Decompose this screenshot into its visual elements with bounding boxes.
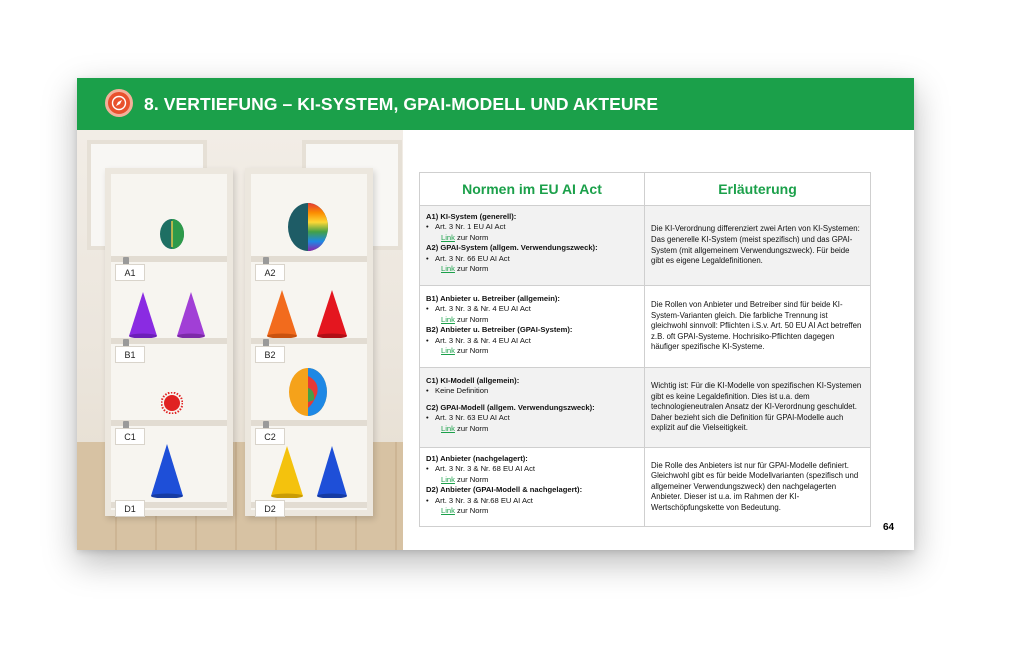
explanation-cell: Die Rollen von Anbieter und Betreiber sind für beide KI-System-Varianten gleich. Die farbliche Trennung ist gleichwohl sinnvoll: Pflichten i.S.v. Art. 50 EU AI Act betreffen z.B. oft GPAI-Systeme. Hochrisiko-Pflichten dagegen häufiger spezifische KI-Systeme. xyxy=(651,300,862,352)
spiky-ball-red xyxy=(161,392,183,414)
shelf-photo xyxy=(77,130,403,550)
shelf-label-c2: C2 xyxy=(255,428,285,445)
page-number: 64 xyxy=(883,522,895,533)
norm-link[interactable]: Link xyxy=(441,232,455,242)
norms-cell: B1) Anbieter u. Betreiber (allgemein): • Art. 3 Nr. 3 & Nr. 4 EU AI Act Link zur Norm B2) Anbieter u. Betreiber (GPAI-System): • Art. 3 Nr. 3 & Nr. 4 EU AI Act Link zur Norm xyxy=(420,286,645,367)
table-row xyxy=(420,286,870,368)
norms-cell: D1) Anbieter (nachgelagert): • Art. 3 Nr. 3 & Nr. 68 EU AI Act Link zur Norm D2) Anbieter (GPAI-Modell & nachgelagert): • Art. 3 Nr. 3 & Nr.68 EU AI Act Link zur Norm xyxy=(420,448,645,526)
shelf-label-d2: D2 xyxy=(255,500,285,517)
shelf-label-b1: B1 xyxy=(115,346,145,363)
brain-figure-a1 xyxy=(159,218,185,250)
slide-header xyxy=(77,78,914,130)
slide-title: 8. VERTIEFUNG – KI-SYSTEM, GPAI-MODELL UND AKTEURE xyxy=(144,94,659,114)
cone-orange xyxy=(267,290,297,338)
cone-red xyxy=(317,290,347,338)
norm-link[interactable]: Link xyxy=(441,264,455,274)
compass-icon xyxy=(105,89,133,117)
slide xyxy=(77,78,914,550)
bookshelf-right xyxy=(245,168,373,516)
norm-link[interactable]: Link xyxy=(441,314,455,324)
norms-cell: C1) KI-Modell (allgemein): • Keine Definition C2) GPAI-Modell (allgem. Verwendungszweck): • Art. 3 Nr. 63 EU AI Act Link zur Norm xyxy=(420,368,645,447)
norm-link[interactable]: Link xyxy=(441,346,455,356)
explanation-cell: Die KI-Verordnung differenziert zwei Arten von KI-Systemen: Das generelle KI-System (meist spezifisch) und das GPAI-System (mit allgemeinem Verwendungszweck). Für beide gibt es eigene Legaldefinitionen. xyxy=(651,224,860,266)
norm-link[interactable]: Link xyxy=(441,474,455,484)
shelf-label-a2: A2 xyxy=(255,264,285,281)
norm-link[interactable]: Link xyxy=(441,506,455,516)
table-header-explanation: Erläuterung xyxy=(718,181,797,197)
cone-blue xyxy=(317,446,347,498)
shelf-label-b2: B2 xyxy=(255,346,285,363)
cone-blue xyxy=(151,444,183,498)
shelf-label-c1: C1 xyxy=(115,428,145,445)
cone-yellow xyxy=(271,446,303,498)
bookshelf-left xyxy=(105,168,233,516)
table-row xyxy=(420,206,870,286)
norms-cell: A1) KI-System (generell): • Art. 3 Nr. 1 EU AI Act Link zur Norm A2) GPAI-System (allgem. Verwendungszweck): • Art. 3 Nr. 66 EU AI Act Link zur Norm xyxy=(420,206,645,285)
brain-figure-c2 xyxy=(287,366,329,418)
table-row xyxy=(420,448,870,526)
table-row xyxy=(420,368,870,448)
table-header-norms: Normen im EU AI Act xyxy=(420,173,645,205)
explanation-cell: Wichtig ist: Für die KI-Modelle von spezifischen KI-Systemen gibt es keine Legaldefinition. Dies ist u.a. dem technologieneutralen Ansatz der KI-Verordnung geschuldet. Daher bezieht sich die Definition für GPAI-Modelle auch explizit auf die Vielseitigkeit. xyxy=(651,381,862,433)
norms-table xyxy=(419,172,871,527)
cone-purple xyxy=(129,292,157,338)
shelf-label-a1: A1 xyxy=(115,264,145,281)
shelf-label-d1: D1 xyxy=(115,500,145,517)
norm-link[interactable]: Link xyxy=(441,423,455,433)
brain-figure-a2 xyxy=(287,202,329,252)
cone-purple xyxy=(177,292,205,338)
table-header-row xyxy=(420,173,870,206)
explanation-cell: Die Rolle des Anbieters ist nur für GPAI-Modelle definiert. Gleichwohl gibt es für beide Modellvarianten (spezifisch und allgemeiner Verwendungszweck) den nachgelagerten Anbieter. Dieser ist u.a. im Rahmen der KI-Wertschöpfungskette von Bedeutung. xyxy=(651,460,859,512)
